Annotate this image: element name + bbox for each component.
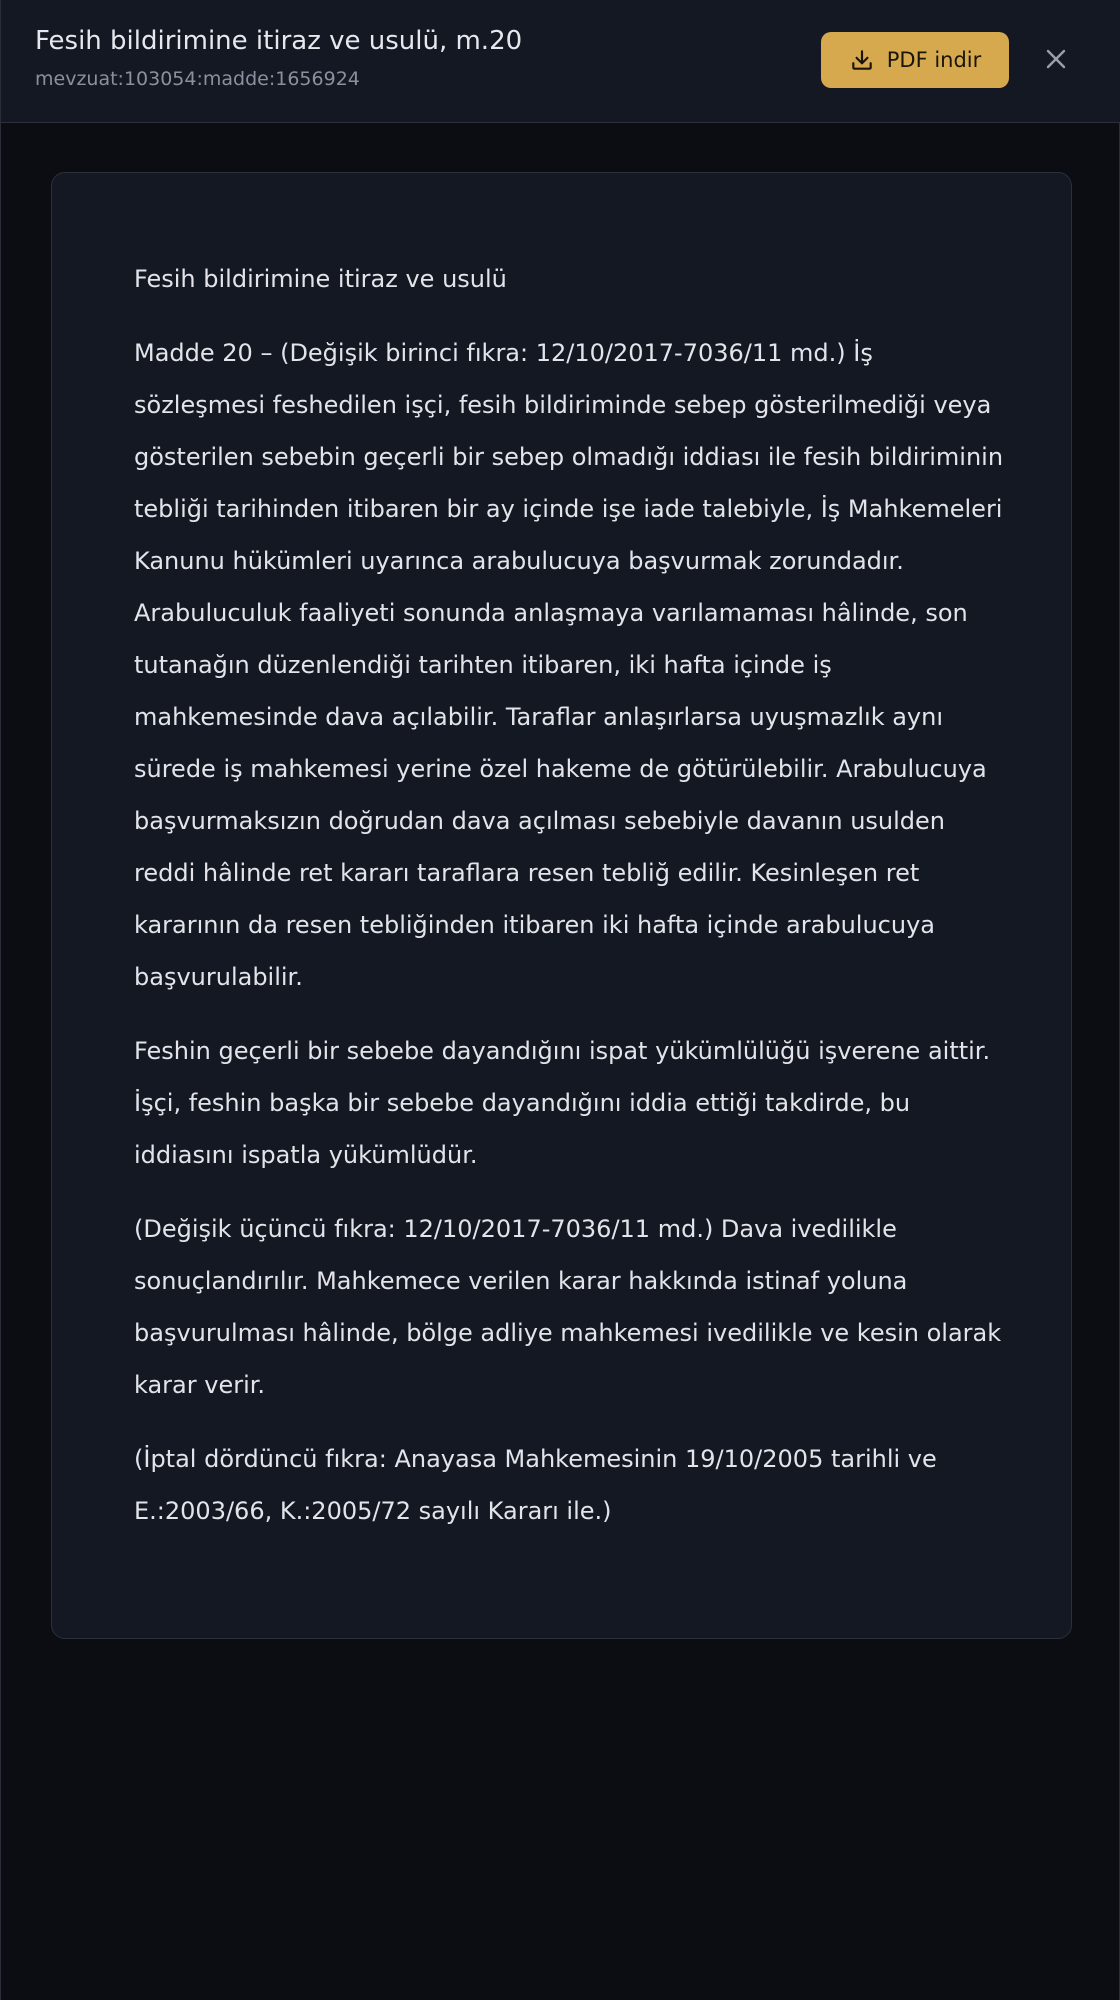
document-reference: mevzuat:103054:madde:1656924 bbox=[35, 68, 360, 90]
pdf-download-label: PDF indir bbox=[886, 48, 982, 72]
article-paragraph: (İptal dördüncü fıkra: Anayasa Mahkemesinin 19/10/2005 tarihli ve E.:2003/66, K.:2005/72 sayılı Kararı ile.) bbox=[134, 1445, 937, 1525]
modal-header bbox=[1, 0, 1120, 123]
article-heading: Fesih bildirimine itiraz ve usulü bbox=[134, 265, 507, 293]
article-paragraph: Madde 20 – (Değişik birinci fıkra: 12/10/2017-7036/11 md.) İş sözleşmesi feshedilen işçi, fesih bildiriminde sebep gösterilmediği veya gösterilen sebebin geçerli bir sebep olmadığı iddiası ile fesih bildiriminin tebliği tarihinden itibaren bir ay içinde işe iade talebiyle, İş Mahkemeleri Kanunu hükümleri uyarınca arabulucuya başvurmak zorundadır. Arabuluculuk faaliyeti sonunda anlaşmaya varılamaması hâlinde, son tutanağın düzenlendiği tarihten itibaren, iki hafta içinde iş mahkemesinde dava açılabilir. Taraflar anlaşırlarsa uyuşmazlık aynı sürede iş mahkemesi yerine özel hakeme de götürülebilir. Arabulucuya başvurmaksızın doğrudan dava açılması sebebiyle davanın usulden reddi hâlinde ret kararı taraflara resen tebliğ edilir. Kesinleşen ret kararının da resen tebliğinden itibaren iki hafta içinde arabulucuya başvurulabilir. bbox=[134, 339, 1004, 991]
pdf-download-button[interactable] bbox=[821, 32, 1009, 88]
article-card bbox=[51, 172, 1072, 1639]
article-paragraph: (Değişik üçüncü fıkra: 12/10/2017-7036/11 md.) Dava ivedilikle sonuçlandırılır. Mahkemece verilen karar hakkında istinaf yoluna başvurulması hâlinde, bölge adliye mahkemesi ivedilikle ve kesin olarak karar verir. bbox=[134, 1215, 1002, 1399]
close-icon bbox=[1040, 60, 1072, 79]
download-icon bbox=[849, 47, 875, 73]
article-paragraph: Feshin geçerli bir sebebe dayandığını ispat yükümlülüğü işverene aittir. İşçi, feshin başka bir sebebe dayandığını iddia ettiği takdirde, bu iddiasını ispatla yükümlüdür. bbox=[134, 1037, 991, 1169]
page-title: Fesih bildirimine itiraz ve usulü, m.20 bbox=[35, 26, 523, 56]
article-content bbox=[134, 253, 1004, 1559]
close-button[interactable] bbox=[1040, 43, 1072, 75]
